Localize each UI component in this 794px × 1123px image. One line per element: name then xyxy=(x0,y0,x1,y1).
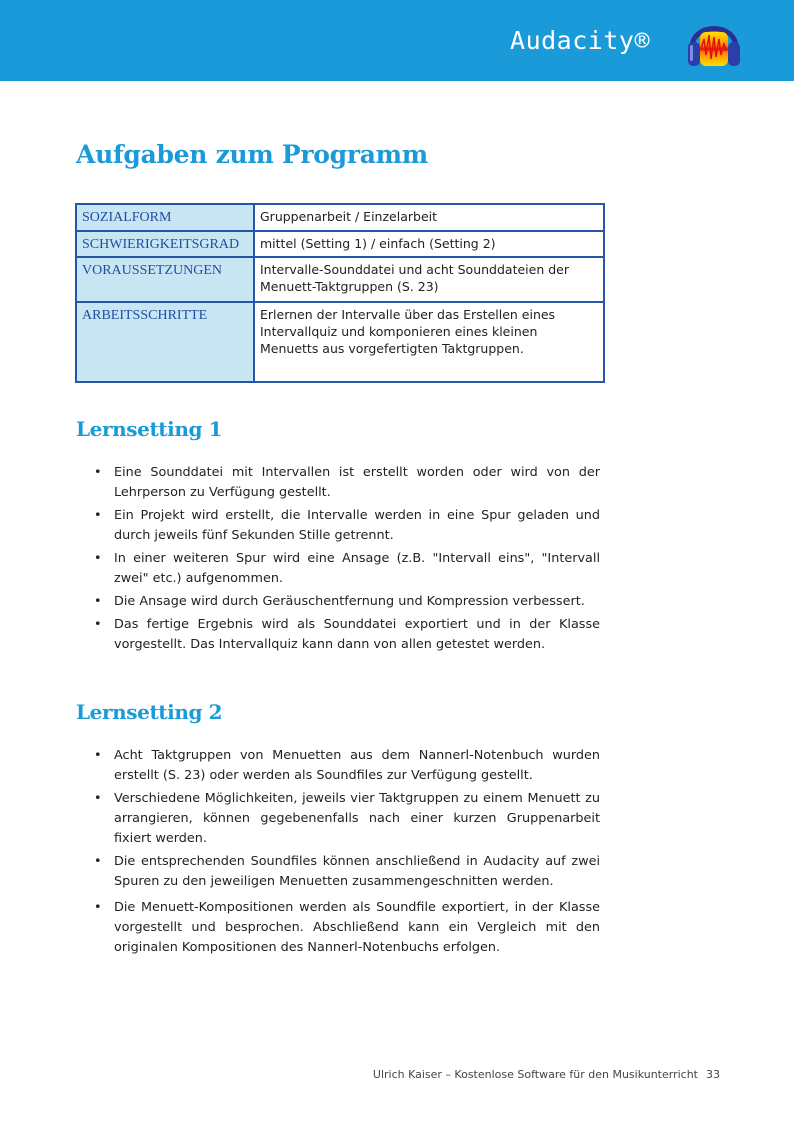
info-table xyxy=(75,203,605,383)
table-row xyxy=(76,302,604,382)
table-row xyxy=(76,204,604,231)
setting-2-list xyxy=(94,746,600,961)
footer-text: Ulrich Kaiser – Kostenlose Software für den Musikunterricht xyxy=(372,1068,698,1081)
bullet-icon: • xyxy=(94,900,102,915)
list-item xyxy=(94,592,600,612)
list-item xyxy=(94,789,600,849)
list-item-text: Eine Sounddatei mit Intervallen ist erstellt worden oder wird von der Lehrperson zu Verfügung gestellt. xyxy=(114,465,600,500)
list-item xyxy=(94,506,600,546)
row-label: SCHWIERIGKEITSGRAD xyxy=(76,231,254,257)
list-item-text: Ein Projekt wird erstellt, die Intervalle werden in eine Spur geladen und durch jeweils fünf Sekunden Stille getrennt. xyxy=(114,508,600,543)
row-value: Intervalle-Sounddatei und acht Sounddateien der Menuett-Taktgruppen (S. 23) xyxy=(254,257,604,302)
list-item xyxy=(94,549,600,589)
row-label: VORAUSSETZUNGEN xyxy=(76,257,254,302)
bullet-icon: • xyxy=(94,617,102,632)
section-heading-setting-2: Lernsetting 2 xyxy=(76,700,223,724)
list-item-text: Die entsprechenden Soundfiles können anschließend in Audacity auf zwei Spuren zu den jeweiligen Menuetten zusammengeschnitten werden. xyxy=(114,854,600,889)
bullet-icon: • xyxy=(94,465,102,480)
bullet-icon: • xyxy=(94,854,102,869)
row-label: SOZIALFORM xyxy=(76,204,254,231)
list-item-text: In einer weiteren Spur wird eine Ansage (z.B. "Intervall eins", "Intervall zwei" etc.) aufgenommen. xyxy=(114,551,600,586)
table-row xyxy=(76,257,604,302)
page-footer xyxy=(373,1068,720,1081)
audacity-headphones-logo-icon xyxy=(684,12,744,70)
list-item xyxy=(94,463,600,503)
row-value: Erlernen der Intervalle über das Erstellen eines Intervallquiz und komponieren eines kleinen Menuetts aus vorgefertigten Taktgruppen. xyxy=(254,302,604,382)
bullet-icon: • xyxy=(94,748,102,763)
list-item xyxy=(94,746,600,786)
list-item xyxy=(94,898,600,958)
bullet-icon: • xyxy=(94,508,102,523)
page-number: 33 xyxy=(706,1068,720,1081)
section-heading-setting-1: Lernsetting 1 xyxy=(76,417,223,441)
list-item-text: Verschiedene Möglichkeiten, jeweils vier Taktgruppen zu einem Menuett zu arrangieren, können gegebenenfalls nach einer kurzen Gruppenarbeit fixiert werden. xyxy=(114,791,600,846)
bullet-icon: • xyxy=(94,551,102,566)
row-label: ARBEITSSCHRITTE xyxy=(76,302,254,382)
header-title: Audacity® xyxy=(510,26,650,55)
bullet-icon: • xyxy=(94,791,102,806)
bullet-icon: • xyxy=(94,594,102,609)
table-row xyxy=(76,231,604,257)
list-item-text: Acht Taktgruppen von Menuetten aus dem Nannerl-Notenbuch wurden erstellt (S. 23) oder werden als Soundfiles zur Verfügung gestellt. xyxy=(114,748,600,783)
setting-1-list xyxy=(94,463,600,658)
page-title: Aufgaben zum Programm xyxy=(76,140,428,169)
header-banner xyxy=(0,0,794,81)
list-item xyxy=(94,615,600,655)
list-item-text: Die Ansage wird durch Geräuschentfernung und Kompression verbessert. xyxy=(114,594,585,609)
row-value: Gruppenarbeit / Einzelarbeit xyxy=(254,204,604,231)
row-value: mittel (Setting 1) / einfach (Setting 2) xyxy=(254,231,604,257)
list-item xyxy=(94,852,600,892)
list-item-text: Das fertige Ergebnis wird als Sounddatei exportiert und in der Klasse vorgestellt. Das Intervallquiz kann dann von allen getestet werden. xyxy=(114,617,600,652)
list-item-text: Die Menuett-Kompositionen werden als Soundfile exportiert, in der Klasse vorgestellt und besprochen. Abschließend kann ein Vergleich mit den originalen Kompositionen des Nannerl-Notenbuchs erfolgen. xyxy=(114,900,600,955)
